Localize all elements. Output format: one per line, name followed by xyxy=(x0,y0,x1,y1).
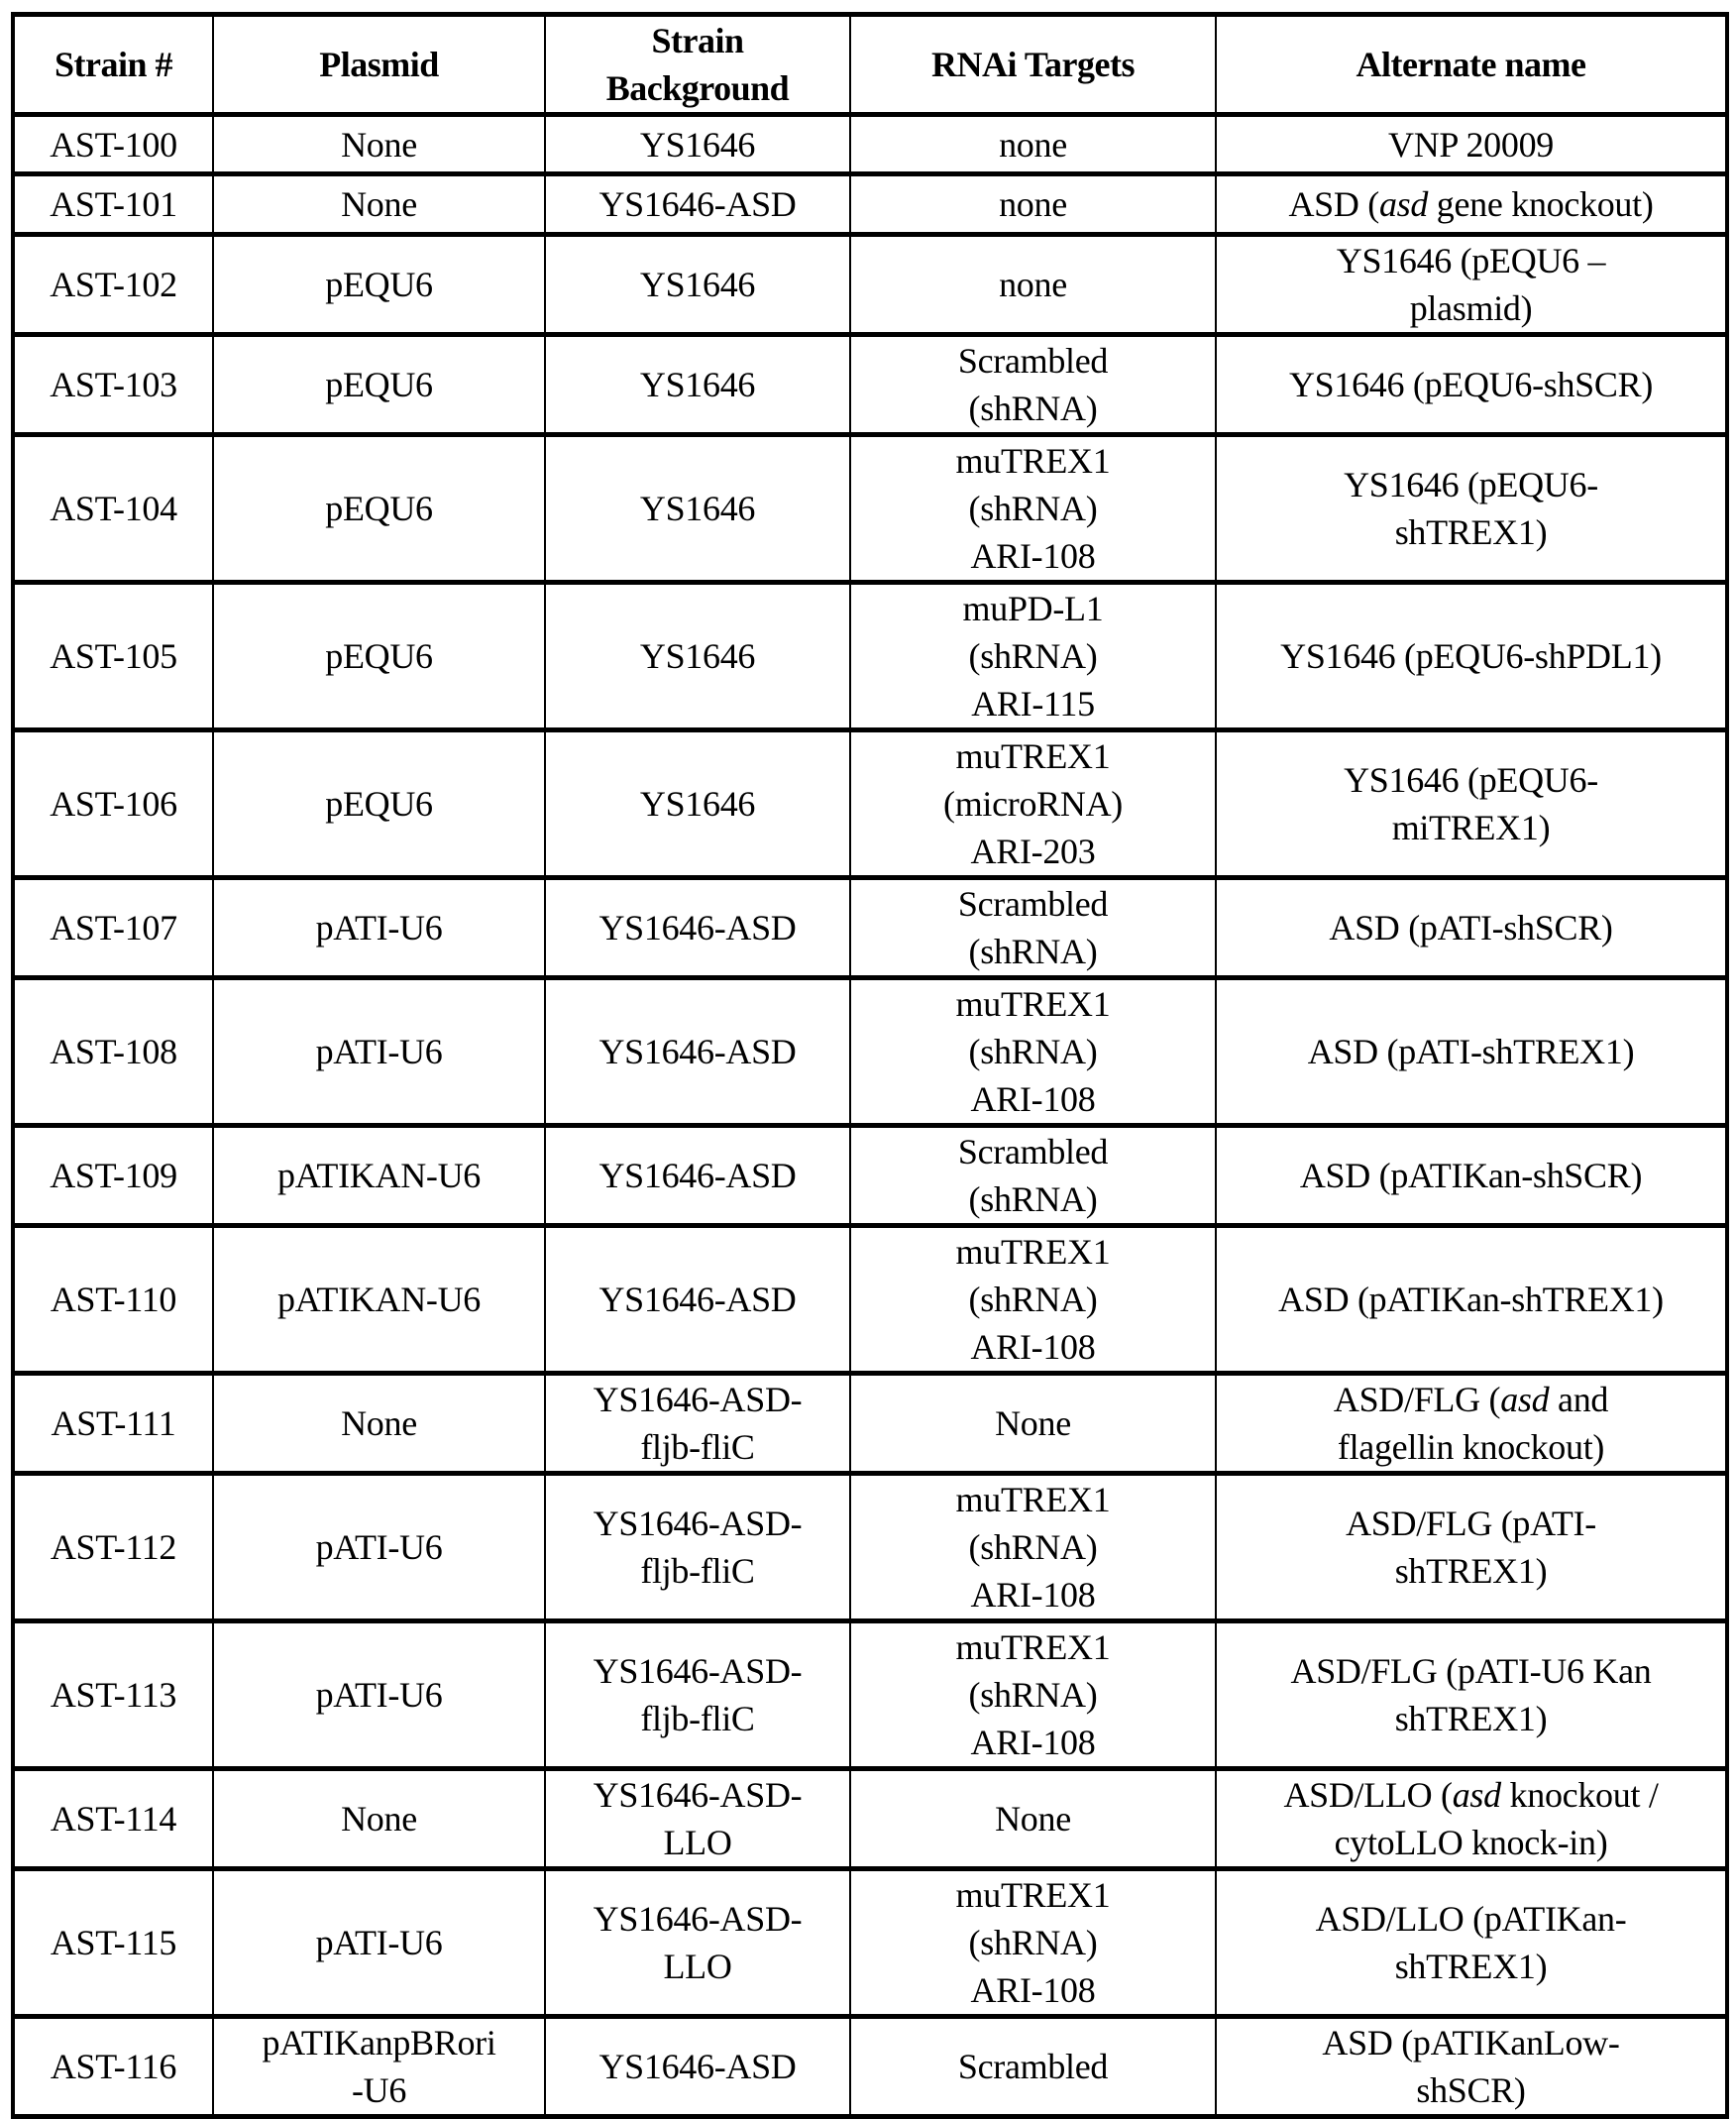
cell-rnai-targets: None xyxy=(850,1769,1216,1869)
table-row xyxy=(13,730,1727,878)
cell-alternate-name xyxy=(1216,878,1727,978)
cell-alternate-name xyxy=(1216,235,1727,335)
cell-plasmid: pEQU6 xyxy=(213,435,545,583)
header-row xyxy=(13,15,1727,115)
cell-strain-background: YS1646 xyxy=(545,583,850,730)
cell-strain-number: AST-106 xyxy=(13,730,213,878)
strain-table xyxy=(11,12,1729,2119)
table-row xyxy=(13,878,1727,978)
cell-alternate-name xyxy=(1216,978,1727,1126)
cell-alternate-name xyxy=(1216,115,1727,174)
cell-rnai-targets: none xyxy=(850,174,1216,235)
cell-strain-number: AST-109 xyxy=(13,1126,213,1226)
cell-strain-background: YS1646-ASD xyxy=(545,174,850,235)
cell-strain-background: YS1646 xyxy=(545,115,850,174)
cell-alternate-name xyxy=(1216,335,1727,435)
alternate-name-text: ASD/FLG (pATI- shTREX1) xyxy=(1346,1504,1596,1591)
cell-plasmid: pATI-U6 xyxy=(213,1474,545,1621)
cell-strain-background: YS1646-ASD- fljb-fliC xyxy=(545,1374,850,1474)
cell-rnai-targets: muTREX1 (shRNA) ARI-108 xyxy=(850,435,1216,583)
table-row xyxy=(13,235,1727,335)
cell-plasmid: pATI-U6 xyxy=(213,978,545,1126)
cell-plasmid: None xyxy=(213,1769,545,1869)
table-row xyxy=(13,1474,1727,1621)
cell-strain-number: AST-115 xyxy=(13,1869,213,2017)
table-row xyxy=(13,978,1727,1126)
cell-strain-number: AST-107 xyxy=(13,878,213,978)
cell-strain-background: YS1646 xyxy=(545,435,850,583)
cell-strain-number: AST-100 xyxy=(13,115,213,174)
cell-plasmid: pATIKanpBRori -U6 xyxy=(213,2017,545,2117)
alternate-name-text: ASD (pATIKan-shSCR) xyxy=(1299,1156,1643,1195)
cell-strain-number: AST-104 xyxy=(13,435,213,583)
cell-strain-background: YS1646 xyxy=(545,335,850,435)
cell-plasmid: pATIKAN-U6 xyxy=(213,1226,545,1374)
cell-rnai-targets: muTREX1 (microRNA) ARI-203 xyxy=(850,730,1216,878)
table-row xyxy=(13,1621,1727,1769)
alternate-name-text: and flagellin knockout) xyxy=(1337,1380,1609,1467)
alternate-name-text: YS1646 (pEQU6-shPDL1) xyxy=(1280,636,1662,676)
table-row xyxy=(13,1126,1727,1226)
cell-alternate-name xyxy=(1216,1474,1727,1621)
cell-strain-background: YS1646-ASD- LLO xyxy=(545,1769,850,1869)
alternate-name-text: gene knockout) xyxy=(1428,184,1654,224)
cell-strain-background: YS1646-ASD- fljb-fliC xyxy=(545,1474,850,1621)
alternate-name-text: ASD (pATI-shSCR) xyxy=(1329,908,1613,948)
cell-plasmid: None xyxy=(213,1374,545,1474)
alternate-name-text: ASD/LLO (pATIKan- shTREX1) xyxy=(1315,1899,1627,1986)
table-row xyxy=(13,1869,1727,2017)
cell-rnai-targets: Scrambled (shRNA) xyxy=(850,335,1216,435)
cell-strain-number: AST-110 xyxy=(13,1226,213,1374)
cell-alternate-name xyxy=(1216,730,1727,878)
alternate-name-text: ASD (pATIKanLow- shSCR) xyxy=(1322,2023,1620,2110)
header-strain-number: Strain # xyxy=(13,15,213,115)
cell-rnai-targets: muTREX1 (shRNA) ARI-108 xyxy=(850,1226,1216,1374)
table-row xyxy=(13,1226,1727,1374)
cell-alternate-name xyxy=(1216,1126,1727,1226)
cell-strain-background: YS1646-ASD xyxy=(545,1226,850,1374)
cell-strain-number: AST-103 xyxy=(13,335,213,435)
cell-rnai-targets: muTREX1 (shRNA) ARI-108 xyxy=(850,978,1216,1126)
alternate-name-text: YS1646 (pEQU6 – plasmid) xyxy=(1336,241,1606,328)
italic-gene-name: asd xyxy=(1378,184,1429,224)
cell-plasmid: pEQU6 xyxy=(213,335,545,435)
table-row xyxy=(13,583,1727,730)
alternate-name-text: ASD (pATIKan-shTREX1) xyxy=(1278,1280,1664,1319)
cell-rnai-targets: muTREX1 (shRNA) ARI-108 xyxy=(850,1869,1216,2017)
cell-strain-background: YS1646 xyxy=(545,730,850,878)
cell-alternate-name xyxy=(1216,1869,1727,2017)
cell-strain-background: YS1646-ASD xyxy=(545,1126,850,1226)
alternate-name-text: YS1646 (pEQU6- shTREX1) xyxy=(1344,465,1598,552)
cell-strain-number: AST-105 xyxy=(13,583,213,730)
header-rnai-targets: RNAi Targets xyxy=(850,15,1216,115)
cell-strain-background: YS1646-ASD- fljb-fliC xyxy=(545,1621,850,1769)
cell-strain-number: AST-111 xyxy=(13,1374,213,1474)
italic-gene-name: asd xyxy=(1452,1775,1501,1815)
alternate-name-text: knockout / cytoLLO knock-in) xyxy=(1334,1775,1659,1862)
table-row xyxy=(13,2017,1727,2117)
alternate-name-text: ASD/FLG ( xyxy=(1333,1380,1501,1419)
table-row xyxy=(13,174,1727,235)
cell-strain-number: AST-116 xyxy=(13,2017,213,2117)
table-row xyxy=(13,435,1727,583)
cell-rnai-targets: muPD-L1 (shRNA) ARI-115 xyxy=(850,583,1216,730)
table-row xyxy=(13,335,1727,435)
table-row xyxy=(13,1374,1727,1474)
cell-strain-number: AST-112 xyxy=(13,1474,213,1621)
cell-plasmid: None xyxy=(213,174,545,235)
cell-rnai-targets: Scrambled (shRNA) xyxy=(850,1126,1216,1226)
cell-strain-background: YS1646-ASD- LLO xyxy=(545,1869,850,2017)
cell-plasmid: pEQU6 xyxy=(213,583,545,730)
cell-rnai-targets: none xyxy=(850,115,1216,174)
cell-strain-number: AST-114 xyxy=(13,1769,213,1869)
cell-alternate-name xyxy=(1216,1769,1727,1869)
cell-plasmid: None xyxy=(213,115,545,174)
cell-alternate-name xyxy=(1216,1226,1727,1374)
cell-strain-number: AST-108 xyxy=(13,978,213,1126)
alternate-name-text: ASD/FLG (pATI-U6 Kan shTREX1) xyxy=(1290,1651,1652,1738)
alternate-name-text: YS1646 (pEQU6- miTREX1) xyxy=(1344,760,1598,847)
cell-plasmid: pEQU6 xyxy=(213,730,545,878)
cell-alternate-name xyxy=(1216,174,1727,235)
cell-alternate-name xyxy=(1216,435,1727,583)
header-alternate-name: Alternate name xyxy=(1216,15,1727,115)
cell-strain-number: AST-102 xyxy=(13,235,213,335)
cell-strain-number: AST-101 xyxy=(13,174,213,235)
alternate-name-text: YS1646 (pEQU6-shSCR) xyxy=(1288,365,1654,404)
cell-rnai-targets: muTREX1 (shRNA) ARI-108 xyxy=(850,1621,1216,1769)
cell-strain-background: YS1646-ASD xyxy=(545,978,850,1126)
cell-strain-background: YS1646-ASD xyxy=(545,878,850,978)
cell-alternate-name xyxy=(1216,1621,1727,1769)
cell-alternate-name xyxy=(1216,583,1727,730)
alternate-name-text: ASD ( xyxy=(1288,184,1379,224)
alternate-name-text: ASD (pATI-shTREX1) xyxy=(1307,1032,1635,1071)
cell-alternate-name xyxy=(1216,2017,1727,2117)
cell-strain-background: YS1646-ASD xyxy=(545,2017,850,2117)
cell-rnai-targets: Scrambled (shRNA) xyxy=(850,878,1216,978)
cell-plasmid: pEQU6 xyxy=(213,235,545,335)
table-row xyxy=(13,115,1727,174)
alternate-name-text: VNP 20009 xyxy=(1388,124,1554,165)
cell-plasmid: pATI-U6 xyxy=(213,1621,545,1769)
cell-strain-background: YS1646 xyxy=(545,235,850,335)
cell-rnai-targets: muTREX1 (shRNA) ARI-108 xyxy=(850,1474,1216,1621)
cell-plasmid: pATI-U6 xyxy=(213,878,545,978)
header-plasmid: Plasmid xyxy=(213,15,545,115)
cell-strain-number: AST-113 xyxy=(13,1621,213,1769)
cell-rnai-targets: none xyxy=(850,235,1216,335)
alternate-name-text: ASD/LLO ( xyxy=(1283,1775,1453,1815)
cell-rnai-targets: Scrambled xyxy=(850,2017,1216,2117)
header-strain-background: Strain Background xyxy=(545,15,850,115)
table-body xyxy=(13,115,1727,2117)
table-row xyxy=(13,1769,1727,1869)
cell-rnai-targets: None xyxy=(850,1374,1216,1474)
italic-gene-name: asd xyxy=(1500,1380,1550,1419)
cell-plasmid: pATIKAN-U6 xyxy=(213,1126,545,1226)
cell-plasmid: pATI-U6 xyxy=(213,1869,545,2017)
cell-alternate-name xyxy=(1216,1374,1727,1474)
